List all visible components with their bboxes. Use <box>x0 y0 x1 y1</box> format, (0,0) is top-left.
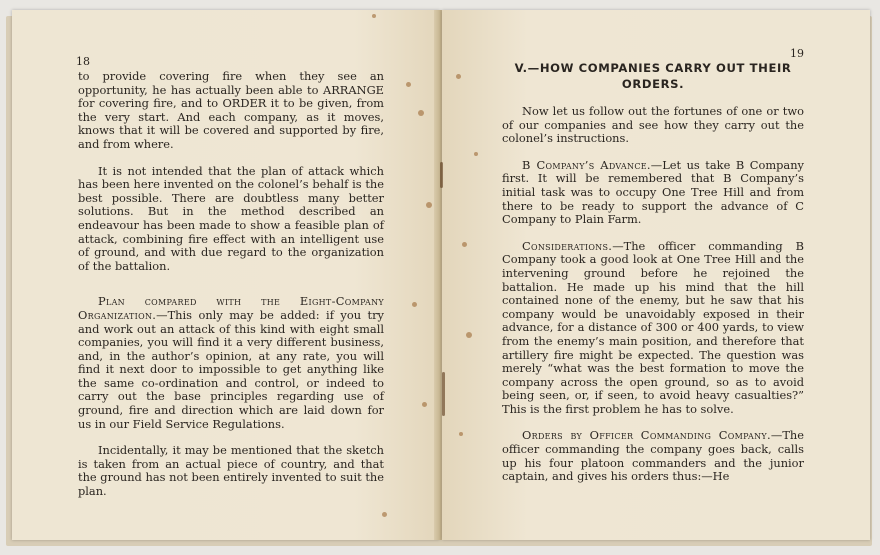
paragraph <box>502 105 804 146</box>
paragraph-heading: Orders by Officer Commanding Company. <box>522 428 771 443</box>
foxing-spot <box>382 512 387 517</box>
foxing-spot <box>412 302 417 307</box>
paragraph-text: to provide covering fire when they see an opportunity, he has actually been able to ARRANGE for covering fire, and to ORDER it to be given, from the very start. And each company, as it moves, knows that it will be covered and supported by fire, and from where. <box>78 69 384 151</box>
paragraph-heading: Plan compared with the Eight-Company Organization. <box>78 294 384 322</box>
foxing-spot <box>462 242 467 247</box>
foxing-spot <box>459 432 463 436</box>
foxing-spot <box>466 332 472 338</box>
paragraph <box>78 70 384 152</box>
foxing-spot <box>426 202 432 208</box>
paragraph-heading: B Company’s Advance. <box>522 157 651 172</box>
left-text-column <box>78 70 384 512</box>
paragraph <box>502 240 804 417</box>
right-text-column <box>502 60 804 497</box>
paragraph <box>78 444 384 498</box>
paragraph <box>502 429 804 483</box>
foxing-spot <box>406 82 411 87</box>
paragraph-text: —Let us take B Company first. It will be remembered that B Company’s initial task was to occupy One Tree Hill and from there to be ready to support the advance of C Company to Plain Farm. <box>502 157 804 227</box>
paragraph-text: Incidentally, it may be mentioned that the sketch is taken from an actual piece of country, and that the ground has not been entirely invented to suit the plan. <box>78 443 384 499</box>
page-number-right: 19 <box>790 47 804 60</box>
paragraph-text: —The officer commanding the company goes back, calls up his four platoon commanders and the junior captain, and gives his orders thus:—He <box>502 428 804 484</box>
paragraph-heading: Considerations. <box>522 238 613 253</box>
paragraph-text: Now let us follow out the fortunes of one or two of our companies and see how they carry out the colonel’s instructions. <box>502 104 804 146</box>
right-page <box>442 10 870 540</box>
paragraph-text: It is not intended that the plan of attack which has been here invented on the colonel’s behalf is the best possible. There are doubtless many better solutions. But in the method described an endeavour has been made to show a feasible plan of attack, combining fire effect with an intelligent use of ground, and with due regard to the organization of the battalion. <box>78 163 384 273</box>
foxing-spot <box>456 74 461 79</box>
foxing-spot <box>422 402 427 407</box>
foxing-spot <box>442 372 445 416</box>
foxing-spot <box>418 110 424 116</box>
paragraph <box>502 159 804 227</box>
left-page <box>12 10 440 540</box>
paragraph <box>78 165 384 274</box>
foxing-spot <box>372 14 376 18</box>
paragraph-text: —The officer commanding B Company took a good look at One Tree Hill and the intervening ground before he rejoined the battalion. He made up his mind that the hill contained none of the enemy, but he saw that his company would be unavoidably exposed in their advance, for a distance of 300 or 400 yards, to view from the enemy’s main position, and therefore that artillery fire might be expected. The question was merely “what was the best formation to move the company across the open ground, so as to avoid being seen, or, if seen, to avoid heavy casualties?” This is the first problem he has to solve. <box>502 238 804 416</box>
book-spread <box>4 2 874 550</box>
foxing-spot <box>474 152 478 156</box>
chapter-title: V.—HOW COMPANIES CARRY OUT THEIR ORDERS. <box>514 61 792 91</box>
paragraph <box>78 295 384 431</box>
foxing-spot <box>440 162 443 188</box>
paragraph-text: —This only may be added: if you try and work out an attack of this kind with eight small companies, you will find it a very different business, and, in the author’s opinion, at any rate, you will find it next door to impossible to get anything like the same co-ordination and control, or indeed to carry out the base principles regarding use of ground, fire and direction which are laid down for us in our Field Service Regulations. <box>78 307 384 431</box>
page-number-left: 18 <box>76 55 90 68</box>
